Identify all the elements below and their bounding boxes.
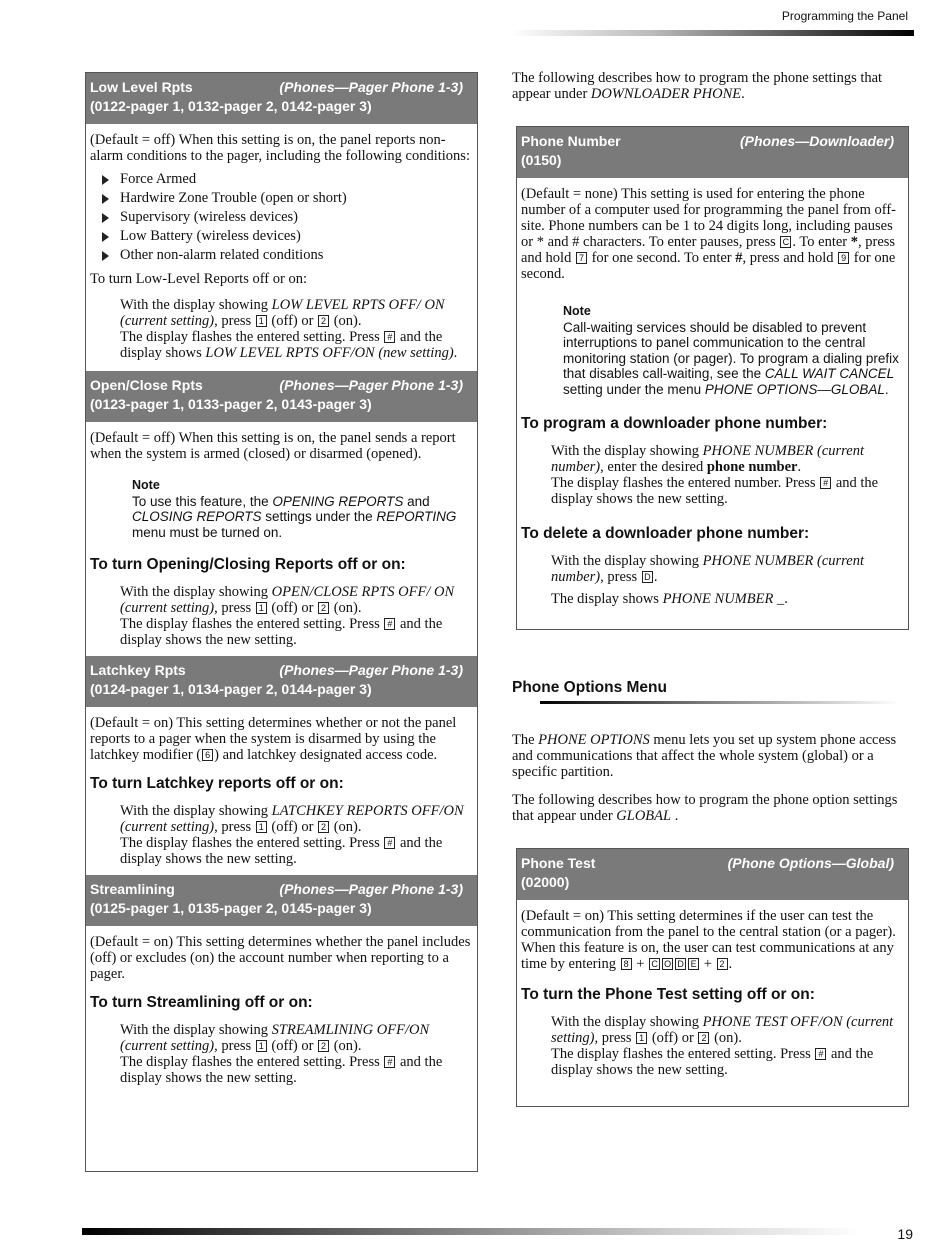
procedure-heading: To delete a downloader phone number:	[521, 525, 810, 542]
key-d-icon: D	[642, 571, 653, 583]
open-close-rpts-body	[86, 422, 477, 654]
section-category: (Phones—Pager Phone 1-3)	[279, 79, 463, 95]
phone-number-body	[517, 178, 908, 619]
section-category: (Phone Options—Global)	[727, 855, 894, 871]
description: (Default = on) This setting determines if the user can test the communication from the panel to the central station (or a pager). When this feature is on, the user can test communications at any time by entering 8 + C O D E + 2 .	[521, 908, 896, 972]
key-2-icon: 2	[318, 315, 329, 327]
procedure-heading: To turn the Phone Test setting off or on:	[521, 986, 815, 1003]
section-title: Phone Number	[521, 133, 621, 149]
heading-rule	[540, 701, 900, 704]
section-category: (Phones—Pager Phone 1-3)	[279, 662, 463, 678]
key-1-icon: 1	[256, 315, 267, 327]
phone-test-header	[517, 849, 908, 900]
section-codes: (0123-pager 1, 0133-pager 2, 0143-pager 3)	[90, 396, 372, 412]
description: (Default = on) This setting determines whether or not the panel reports to a pager when the system is disarmed by using the latchkey modifier ( 6 ) and latchkey designated access code.	[90, 715, 457, 763]
key-1-icon: 1	[256, 1040, 267, 1052]
low-level-rpts-header	[86, 73, 477, 124]
latchkey-rpts-header	[86, 656, 477, 707]
pager-settings-box	[85, 72, 478, 1172]
description: (Default = none) This setting is used for entering the phone number of a computer used for programming the panel from off-site. Phone numbers can be 1 to 24 digits long, including pauses or * and # characters. To enter pauses, press C . To enter *, press and hold 7 for one second. To enter #, press and hold 9 for one second.	[521, 186, 897, 282]
procedure-heading: To turn Opening/Closing Reports off or on:	[90, 556, 406, 573]
procedure-steps: With the display showing LATCHKEY REPORTS OFF/ON (current setting), press 1 (off) or 2 (on). The display flashes the entered setting. Press # and the display shows the new setting.	[120, 803, 464, 867]
key-e-icon: E	[688, 958, 699, 970]
key-hash-icon: #	[384, 1056, 395, 1068]
list-item: Supervisory (wireless devices)	[100, 208, 473, 227]
description: (Default = off) When this setting is on, the panel reports non-alarm conditions to the pager, including the following conditions:	[90, 132, 470, 164]
section-title: Streamlining	[90, 881, 175, 897]
streamlining-header	[86, 875, 477, 926]
procedure-heading: To turn Latchkey reports off or on:	[90, 775, 344, 792]
note-label: Note	[132, 478, 160, 492]
phone-options-intro: The PHONE OPTIONS menu lets you set up system phone access and communications that affect the whole system (global) or a specific partition.	[512, 732, 897, 780]
latchkey-rpts-body	[86, 707, 477, 873]
procedure-steps: With the display showing STREAMLINING OFF/ON (current setting), press 1 (off) or 2 (on). The display flashes the entered setting. Press # and the display shows the new setting.	[120, 1022, 443, 1086]
global-intro: The following describes how to program the phone option settings that appear under GLOBAL .	[512, 792, 898, 824]
list-item: Hardwire Zone Trouble (open or short)	[100, 189, 473, 208]
key-d-icon: D	[675, 958, 686, 970]
open-close-rpts-header	[86, 371, 477, 422]
section-codes: (0150)	[521, 152, 562, 168]
key-9-icon: 9	[838, 252, 849, 264]
key-6-icon: 6	[202, 749, 213, 761]
procedure-heading: To turn Streamlining off or on:	[90, 994, 313, 1011]
procedure-steps: With the display showing PHONE TEST OFF/ON (current setting), press 1 (off) or 2 (on). The display flashes the entered setting. Press # and the display shows the new setting.	[551, 1014, 894, 1078]
description: (Default = on) This setting determines whether the panel includes (off) or excludes (on) the account number when reporting to a pager.	[90, 934, 471, 982]
phone-number-header	[517, 127, 908, 178]
key-hash-icon: #	[384, 837, 395, 849]
key-8-icon: 8	[621, 958, 632, 970]
section-codes: (02000)	[521, 874, 570, 890]
section-category: (Phones—Downloader)	[739, 133, 894, 149]
section-title: Low Level Rpts	[90, 79, 193, 95]
key-c-icon: C	[780, 236, 791, 248]
phone-test-box	[516, 848, 909, 1107]
key-1-icon: 1	[256, 602, 267, 614]
procedure-steps: With the display showing LOW LEVEL RPTS OFF/ ON (current setting), press 1 (off) or 2 (on). The display flashes the entered setting. Press # and the display shows LOW LEVEL RPTS OFF/ON (new setting).	[120, 297, 458, 361]
section-codes: (0122-pager 1, 0132-pager 2, 0142-pager 3)	[90, 98, 372, 114]
streamlining-body	[86, 926, 477, 1092]
description: (Default = off) When this setting is on, the panel sends a report when the system is armed (closed) or disarmed (opened).	[90, 430, 456, 462]
section-category: (Phones—Pager Phone 1-3)	[279, 881, 463, 897]
running-header: Programming the Panel	[781, 9, 908, 23]
key-hash-icon: #	[384, 618, 395, 630]
key-1-icon: 1	[256, 821, 267, 833]
page-number: 19	[897, 1226, 913, 1242]
phone-options-heading: Phone Options Menu	[512, 679, 667, 696]
key-2-icon: 2	[698, 1032, 709, 1044]
section-codes: (0124-pager 1, 0134-pager 2, 0144-pager 3)	[90, 681, 372, 697]
section-category: (Phones—Pager Phone 1-3)	[279, 377, 463, 393]
note: Note To use this feature, the OPENING REPORTS and CLOSING REPORTS settings under the REPORTING menu must be turned on.	[132, 478, 473, 540]
key-hash-icon: #	[820, 477, 831, 489]
key-hash-icon: #	[815, 1048, 826, 1060]
section-title: Latchkey Rpts	[90, 662, 186, 678]
key-hash-icon: #	[384, 331, 395, 343]
key-2-icon: 2	[318, 821, 329, 833]
key-7-icon: 7	[576, 252, 587, 264]
header-rule	[510, 30, 914, 36]
procedure-intro: To turn Low-Level Reports off or on:	[90, 271, 307, 287]
list-item: Force Armed	[100, 170, 473, 189]
phone-test-body	[517, 900, 908, 1084]
key-2-icon: 2	[318, 1040, 329, 1052]
key-c-icon: C	[649, 958, 660, 970]
section-codes: (0125-pager 1, 0135-pager 2, 0145-pager 3)	[90, 900, 372, 916]
low-level-rpts-body	[86, 124, 477, 367]
footer-rule	[82, 1228, 862, 1235]
key-o-icon: O	[664, 959, 672, 969]
procedure-steps: With the display showing PHONE NUMBER (current number), press D . The display shows PHONE NUMBER _.	[551, 553, 865, 607]
note: Note Call-waiting services should be disabled to prevent interruptions to panel communication to the central monitoring station (or pager). To program a dialing prefix that disables call-waiting, see the CALL WAIT CANCEL setting under the menu PHONE OPTIONS—GLOBAL.	[563, 304, 904, 397]
key-2-icon: 2	[717, 958, 728, 970]
procedure-heading: To program a downloader phone number:	[521, 415, 828, 432]
list-item: Low Battery (wireless devices)	[100, 227, 473, 246]
list-item: Other non-alarm related conditions	[100, 246, 473, 265]
section-title: Phone Test	[521, 855, 596, 871]
section-title: Open/Close Rpts	[90, 377, 203, 393]
downloader-intro: The following describes how to program the phone settings that appear under DOWNLOADER PHONE.	[512, 70, 883, 102]
phone-number-box	[516, 126, 909, 630]
procedure-steps: With the display showing OPEN/CLOSE RPTS OFF/ ON (current setting), press 1 (off) or 2 (on). The display flashes the entered setting. Press # and the display shows the new setting.	[120, 584, 455, 648]
note-label: Note	[563, 304, 591, 318]
condition-list	[100, 170, 473, 265]
key-2-icon: 2	[318, 602, 329, 614]
procedure-steps: With the display showing PHONE NUMBER (current number), enter the desired phone number. The display flashes the entered number. Press # and the display shows the new setting.	[551, 443, 879, 507]
key-1-icon: 1	[636, 1032, 647, 1044]
